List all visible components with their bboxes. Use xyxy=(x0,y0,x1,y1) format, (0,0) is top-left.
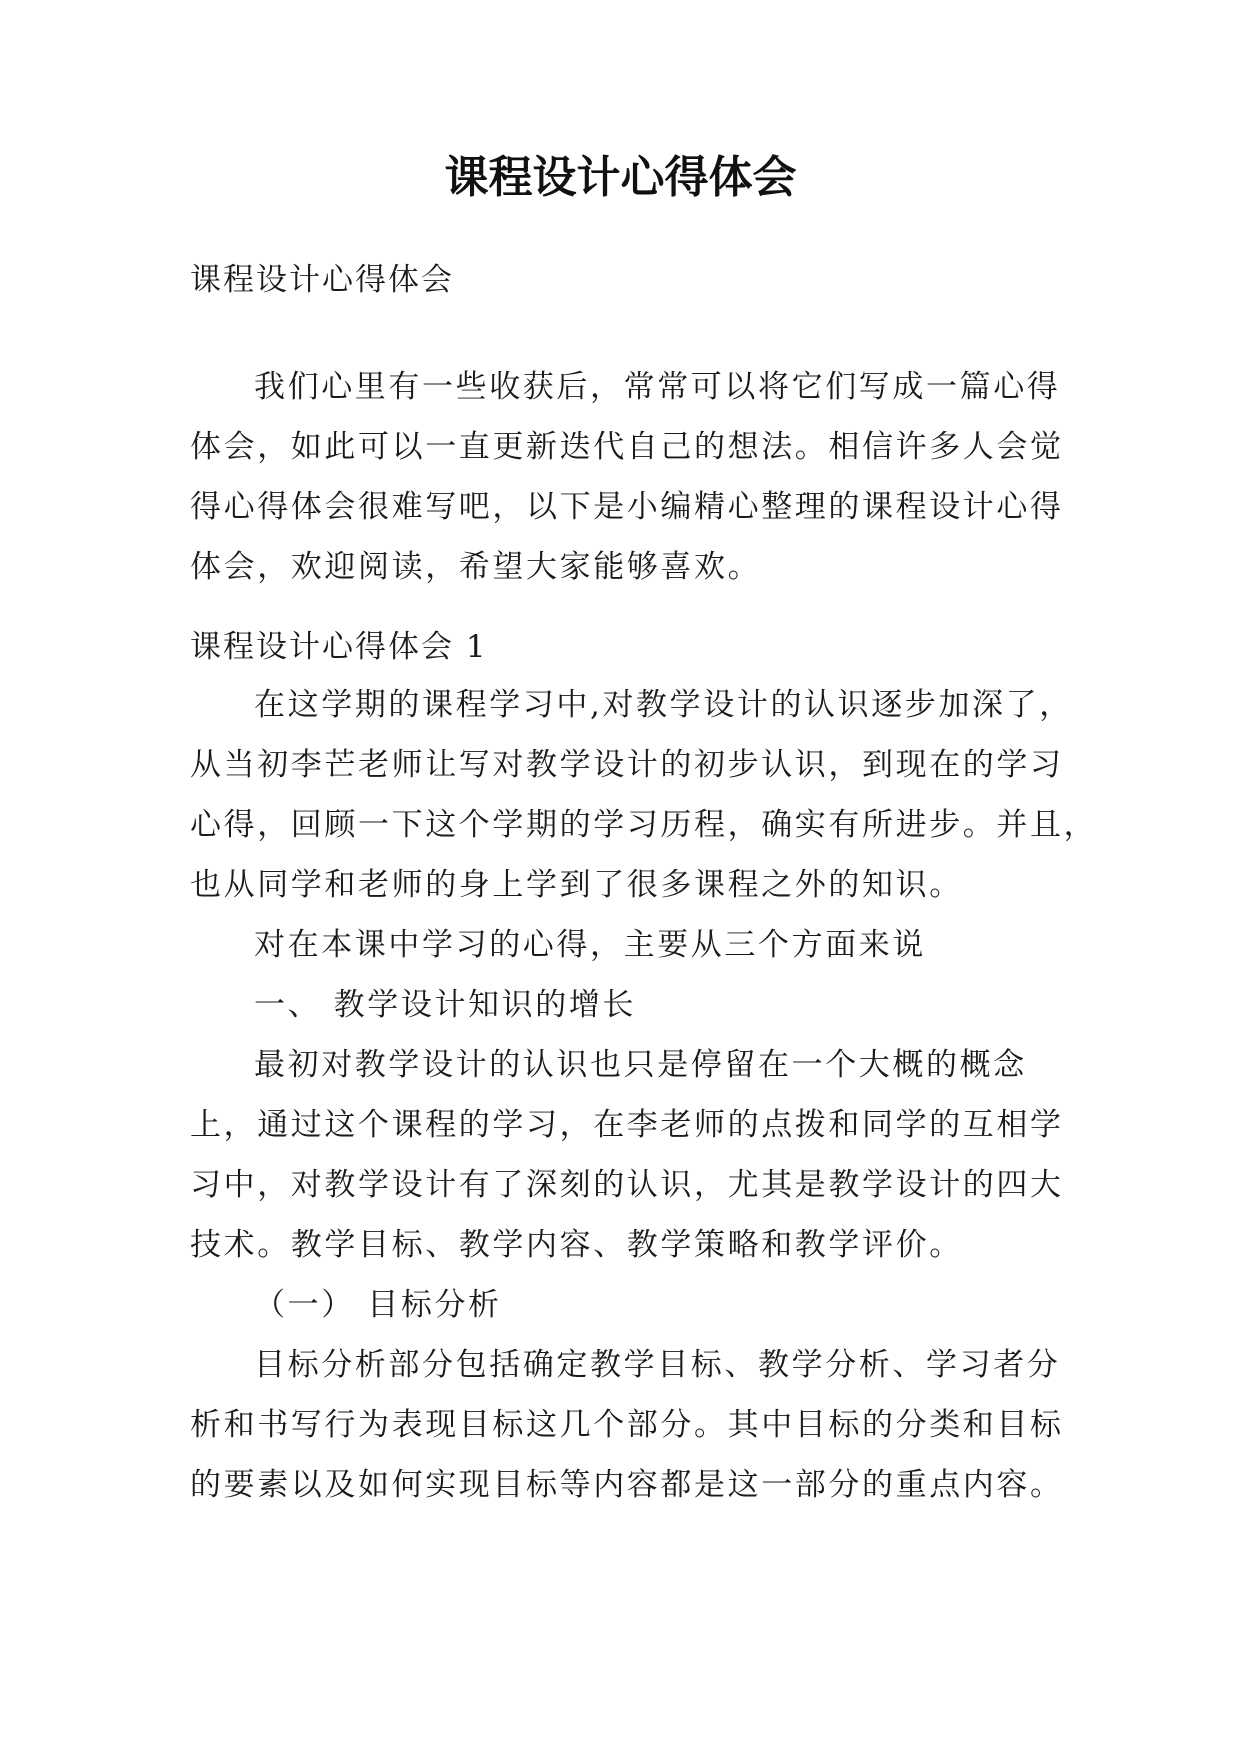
section-line: 技术。教学目标、教学内容、教学策略和教学评价。 xyxy=(190,1227,963,1263)
intro-line: 体会，欢迎阅读，希望大家能够喜欢。 xyxy=(190,549,762,585)
section-line: 析和书写行为表现目标这几个部分。其中目标的分类和目标 xyxy=(190,1407,1064,1443)
subsection-heading: （一） 目标分析 xyxy=(254,1287,502,1323)
intro-line: 得心得体会很难写吧，以下是小编精心整理的课程设计心得 xyxy=(190,489,1064,525)
section-line: 也从同学和老师的身上学到了很多课程之外的知识。 xyxy=(190,867,963,903)
section-line: 心得，回顾一下这个学期的学习历程，确实有所进步。并且， xyxy=(190,807,1098,843)
section-line: 从当初李芒老师让写对教学设计的初步认识，到现在的学习 xyxy=(190,747,1064,783)
document-subtitle: 课程设计心得体会 xyxy=(190,262,454,298)
section-line: 最初对教学设计的认识也只是停留在一个大概的概念 xyxy=(254,1047,1027,1083)
section-heading: 课程设计心得体会 1 xyxy=(190,629,488,665)
section-line: 目标分析部分包括确定教学目标、教学分析、学习者分 xyxy=(254,1347,1061,1383)
section-line: 的要素以及如何实现目标等内容都是这一部分的重点内容。 xyxy=(190,1467,1064,1503)
section-body xyxy=(190,675,1098,1515)
intro-line: 体会，如此可以一直更新迭代自己的想法。相信许多人会觉 xyxy=(190,429,1064,465)
section-line: 习中，对教学设计有了深刻的认识，尤其是教学设计的四大 xyxy=(190,1167,1064,1203)
intro-paragraph xyxy=(190,357,1070,597)
subsection-heading: 一、 教学设计知识的增长 xyxy=(254,987,637,1023)
intro-line: 我们心里有一些收获后，常常可以将它们写成一篇心得 xyxy=(254,369,1061,405)
section-line: 对在本课中学习的心得，主要从三个方面来说 xyxy=(254,927,926,963)
section-line: 在这学期的课程学习中,对教学设计的认识逐步加深了， xyxy=(254,687,1073,723)
section-line: 上，通过这个课程的学习，在李老师的点拨和同学的互相学 xyxy=(190,1107,1064,1143)
document-title: 课程设计心得体会 xyxy=(444,152,797,203)
